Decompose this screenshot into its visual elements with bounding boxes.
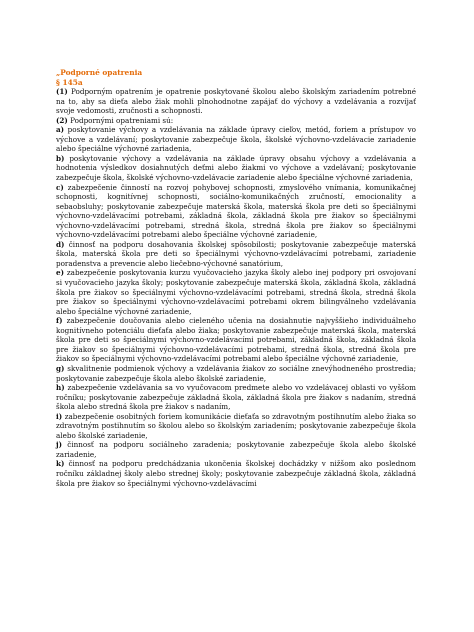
list-item-e [56, 268, 416, 316]
paragraph-label: (2) [56, 115, 68, 125]
list-item-text: skvalitnenie podmienok výchovy a vzdelávania žiakov zo sociálne znevýhodneného prostredia; poskytovanie zabezpečuje škola alebo školské zariadenie, [56, 363, 416, 383]
list-item-label: j) [56, 440, 63, 450]
list-item-label: e) [56, 268, 64, 278]
list-item-a [56, 125, 416, 154]
list-item-b [56, 154, 416, 183]
list-item-text: zabezpečenie poskytovania kurzu vyučovacieho jazyka školy alebo inej podpory pri osvojovaní si vyučovacieho jazyka školy; poskytovanie zabezpečuje materská škola, základná škola, základná škola pre žiakov so špeciálnymi výchovno-vzdelávacími potrebami, stredná škola, stredná škola pre žiakov so špeciálnymi výchovno-vzdelávacími potrebami okrem bilingválneho vzdelávania alebo špeciálne výchovné zariadenie, [56, 268, 416, 316]
section-number: § 145a [56, 77, 83, 87]
paragraph-2 [56, 116, 416, 126]
list-item-text: činnosť na podporu predchádzania ukončenia školskej dochádzky v nižšom ako poslednom ročníku základnej školy alebo strednej školy; poskytovanie zabezpečuje základná škola, základná škola pre žiakov so špeciálnymi výchovno-vzdelávacími [56, 459, 416, 488]
list-item-label: c) [56, 182, 64, 192]
list-item-text: činnosť na podporu sociálneho zaradenia; poskytovanie zabezpečuje škola alebo školské zariadenie, [56, 440, 416, 459]
list-item-c [56, 183, 416, 240]
document-page [56, 68, 416, 488]
list-item-text: činnosť na podporu dosahovania školskej spôsobilosti; poskytovanie zabezpečuje materská škola, materská škola pre deti so špeciálnymi výchovno-vzdelávacími potrebami, zariadenie poradenstva a prevencie alebo liečebno-výchovné sanatórium, [56, 239, 416, 268]
list-item-text: zabezpečenie osobitných foriem komunikácie dieťaťa so zdravotným postihnutím alebo žiaka so zdravotným postihnutím so školou alebo so školským zariadením; poskytovanie zabezpečuje škola alebo školské zariadenie, [56, 411, 416, 440]
document-title: „Podporné opatrenia [56, 68, 143, 77]
list-item-label: d) [56, 239, 65, 249]
paragraph-text: Podporným opatrením je opatrenie poskytované školou alebo školským zariadením potrebné na to, aby sa dieťa alebo žiak mohli plnohodnotne zapájať do výchovy a vzdelávania a rozvíjať svoje vedomosti, zručnosti a schopnosti. [56, 87, 416, 116]
list-item-k [56, 459, 416, 488]
list-item-label: k) [56, 459, 65, 469]
list-item-g [56, 364, 416, 383]
list-item-j [56, 440, 416, 459]
paragraph-label: (1) [56, 87, 68, 97]
list-item-d [56, 240, 416, 269]
list-item-label: a) [56, 125, 65, 135]
list-item-label: f) [56, 316, 63, 326]
list-item-label: h) [56, 383, 65, 393]
paragraph-1 [56, 87, 416, 116]
list-item-text: zabezpečenie doučovania alebo cieleného učenia na dosiahnutie najvyššieho individuálneho kognitívneho potenciálu dieťaťa alebo žiaka; poskytovanie zabezpečuje materská škola, materská škola pre deti so špeciálnymi výchovno-vzdelávacími potrebami, základná škola, základná škola pre žiakov so špeciálnymi výchovno-vzdelávacími potrebami, stredná škola, stredná škola pre žiakov so špeciálnymi výchovno-vzdelávacími potrebami alebo špeciálne výchovné zariadenie, [56, 316, 416, 364]
list-item-f [56, 316, 416, 364]
list-item-h [56, 383, 416, 412]
list-item-label: g) [56, 363, 65, 373]
list-item-text: zabezpečenie činností na rozvoj pohybovej schopnosti, zmyslového vnímania, komunikačnej schopnosti, kognitívnej schopnosti, sociálno-komunikačných zručností, emocionality a sebaobsluhy; poskytovanie zabezpečuje materská škola, materská škola pre deti so špeciálnymi výchovno-vzdelávacími potrebami, základná škola, základná škola pre žiakov so špeciálnymi výchovno-vzdelávacími potrebami, stredná škola, stredná škola pre žiakov so špeciálnymi výchovno-vzdelávacími potrebami alebo špeciálne výchovné zariadenie, [56, 182, 416, 240]
paragraph-text: Podpornými opatreniami sú: [67, 115, 174, 125]
list-item-label: i) [56, 411, 63, 421]
list-item-text: zabezpečenie vzdelávania sa vo vyučovacom predmete alebo vo vzdelávacej oblasti vo vyššom ročníku; poskytovanie zabezpečuje základná škola, základná škola pre žiakov s nadaním, stredná škola alebo stredná škola pre žiakov s nadaním, [56, 383, 416, 412]
list-item-i [56, 412, 416, 441]
list-item-text: poskytovanie výchovy a vzdelávania na základe úpravy cieľov, metód, foriem a prístupov vo výchove a vzdelávaní; poskytovanie zabezpečuje škola, školské výchovno-vzdelávacie zariadenie alebo špeciálne výchovné zariadenia, [56, 125, 416, 154]
list-item-label: b) [56, 153, 65, 163]
list-item-text: poskytovanie výchovy a vzdelávania na základe úpravy obsahu výchovy a vzdelávania a hodnotenia výsledkov dosiahnutých deťmi alebo žiakmi vo výchove a vzdelávaní; poskytovanie zabezpečuje škola, školské výchovno-vzdelávacie zariadenie alebo špeciálne výchovné zariadenia, [56, 153, 416, 183]
